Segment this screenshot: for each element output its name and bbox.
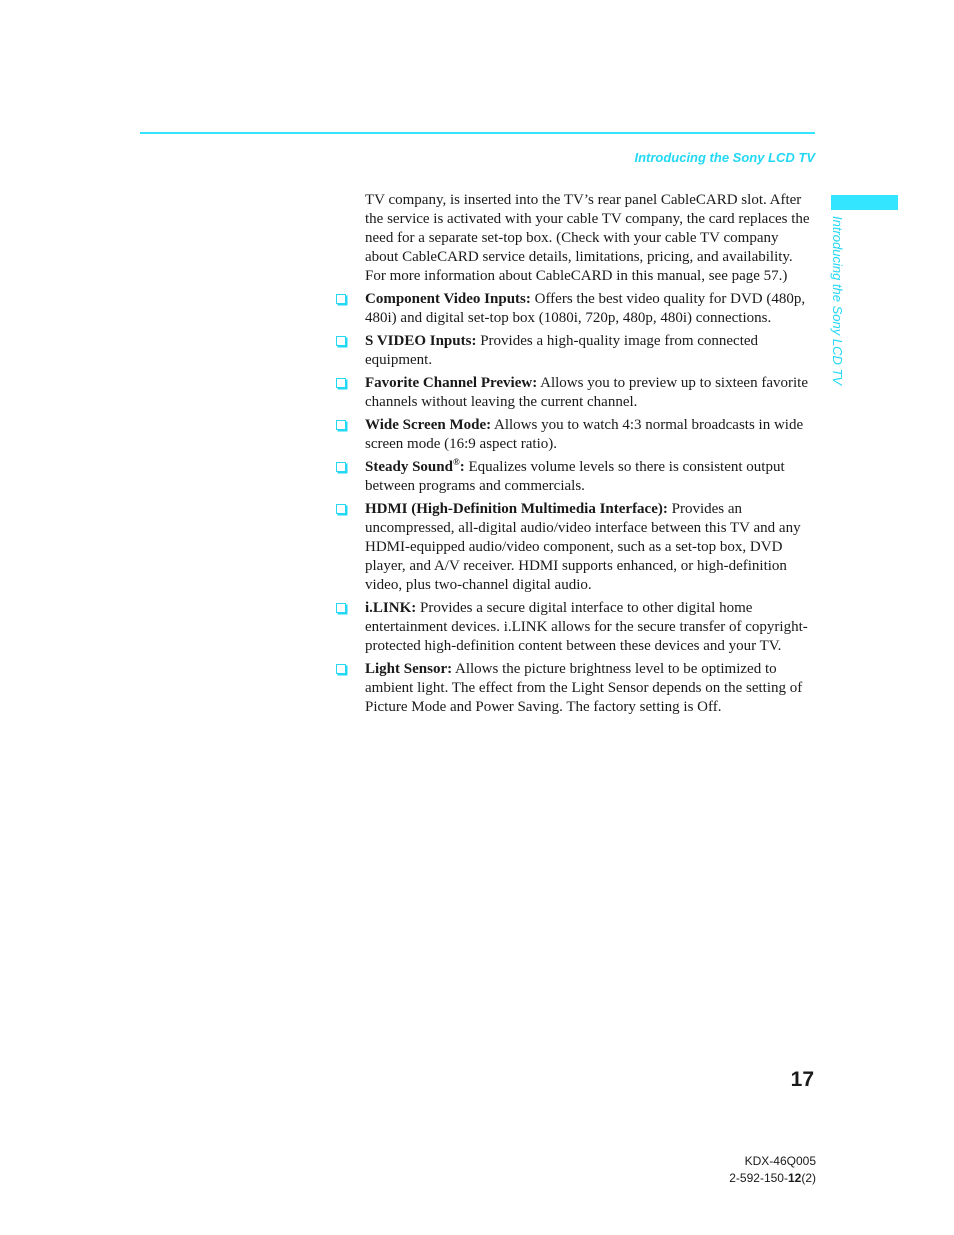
feature-term-name: Steady Sound [365, 459, 453, 475]
feature-term: Component Video Inputs: [365, 291, 531, 307]
checkbox-bullet-icon [336, 664, 346, 674]
checkbox-bullet-icon [336, 294, 346, 304]
feature-item-s-video [365, 332, 815, 370]
footer-part-code [729, 1171, 816, 1185]
feature-term: S VIDEO Inputs: [365, 333, 477, 349]
section-tab-bar [831, 195, 898, 210]
checkbox-bullet-icon [336, 378, 346, 388]
checkbox-bullet-icon [336, 504, 346, 514]
feature-description: Equalizes volume levels so there is consistent output between programs and commercials. [365, 459, 785, 494]
feature-description: Provides a secure digital interface to other digital home entertainment devices. i.LINK allows for the secure transfer of copyright-protected high-definition content between these devices and your TV. [365, 600, 808, 654]
footer-code-prefix: 2-592-150- [729, 1171, 788, 1185]
feature-item-ilink [365, 599, 815, 656]
intro-paragraph: TV company, is inserted into the TV’s rear panel CableCARD slot. After the service is activated with your cable TV company, the card replaces the need for a separate set-top box. (Check with your cable TV company about CableCARD service details, limitations, pricing, and availability. For more information about CableCARD in this manual, see page 57.) [365, 192, 810, 284]
feature-term: Favorite Channel Preview: [365, 375, 538, 391]
footer-model-number: KDX-46Q005 [744, 1154, 816, 1168]
checkbox-bullet-icon [336, 336, 346, 346]
footer-code-bold: 12 [787, 1171, 802, 1185]
header-rule [140, 132, 815, 134]
feature-term: Wide Screen Mode: [365, 417, 492, 433]
feature-item-favorite-channel [365, 374, 815, 412]
main-content [365, 191, 815, 721]
feature-item-light-sensor [365, 660, 815, 717]
feature-description: Provides an uncompressed, all-digital audio/video interface between this TV and any HDMI-equipped audio/video component, such as a set-top box, DVD player, and A/V receiver. HDMI supports enhanced, or high-definition video, plus two-channel digital audio. [365, 501, 801, 593]
feature-description: Allows the picture brightness level to be optimized to ambient light. The effect from the Light Sensor depends on the setting of Picture Mode and Power Saving. The factory setting is Off. [365, 661, 803, 715]
feature-item-component-video [365, 290, 815, 328]
feature-item-steady-sound [365, 458, 815, 496]
feature-term: HDMI (High-Definition Multimedia Interface): [365, 501, 668, 517]
feature-description: Offers the best video quality for DVD (480p, 480i) and digital set-top box (1080i, 720p, 480p, 480i) connections. [365, 291, 806, 326]
feature-term [365, 459, 465, 475]
feature-description: Provides a high-quality image from connected equipment. [365, 333, 759, 368]
section-tab-label: Introducing the Sony LCD TV [830, 216, 845, 386]
registered-mark: ® [452, 457, 460, 467]
checkbox-bullet-icon [336, 420, 346, 430]
footer-code-suffix: (2) [801, 1171, 816, 1185]
checkbox-bullet-icon [336, 603, 346, 613]
page-number: 17 [790, 1068, 814, 1091]
running-header: Introducing the Sony LCD TV [634, 150, 815, 165]
feature-item-hdmi [365, 500, 815, 595]
checkbox-bullet-icon [336, 462, 346, 472]
feature-term: i.LINK: [365, 600, 417, 616]
feature-term-colon: : [459, 459, 465, 475]
feature-term: Light Sensor: [365, 661, 453, 677]
feature-item-wide-screen [365, 416, 815, 454]
feature-description: Allows you to watch 4:3 normal broadcasts in wide screen mode (16:9 aspect ratio). [365, 417, 804, 452]
feature-description: Allows you to preview up to sixteen favorite channels without leaving the current channel. [365, 375, 808, 410]
